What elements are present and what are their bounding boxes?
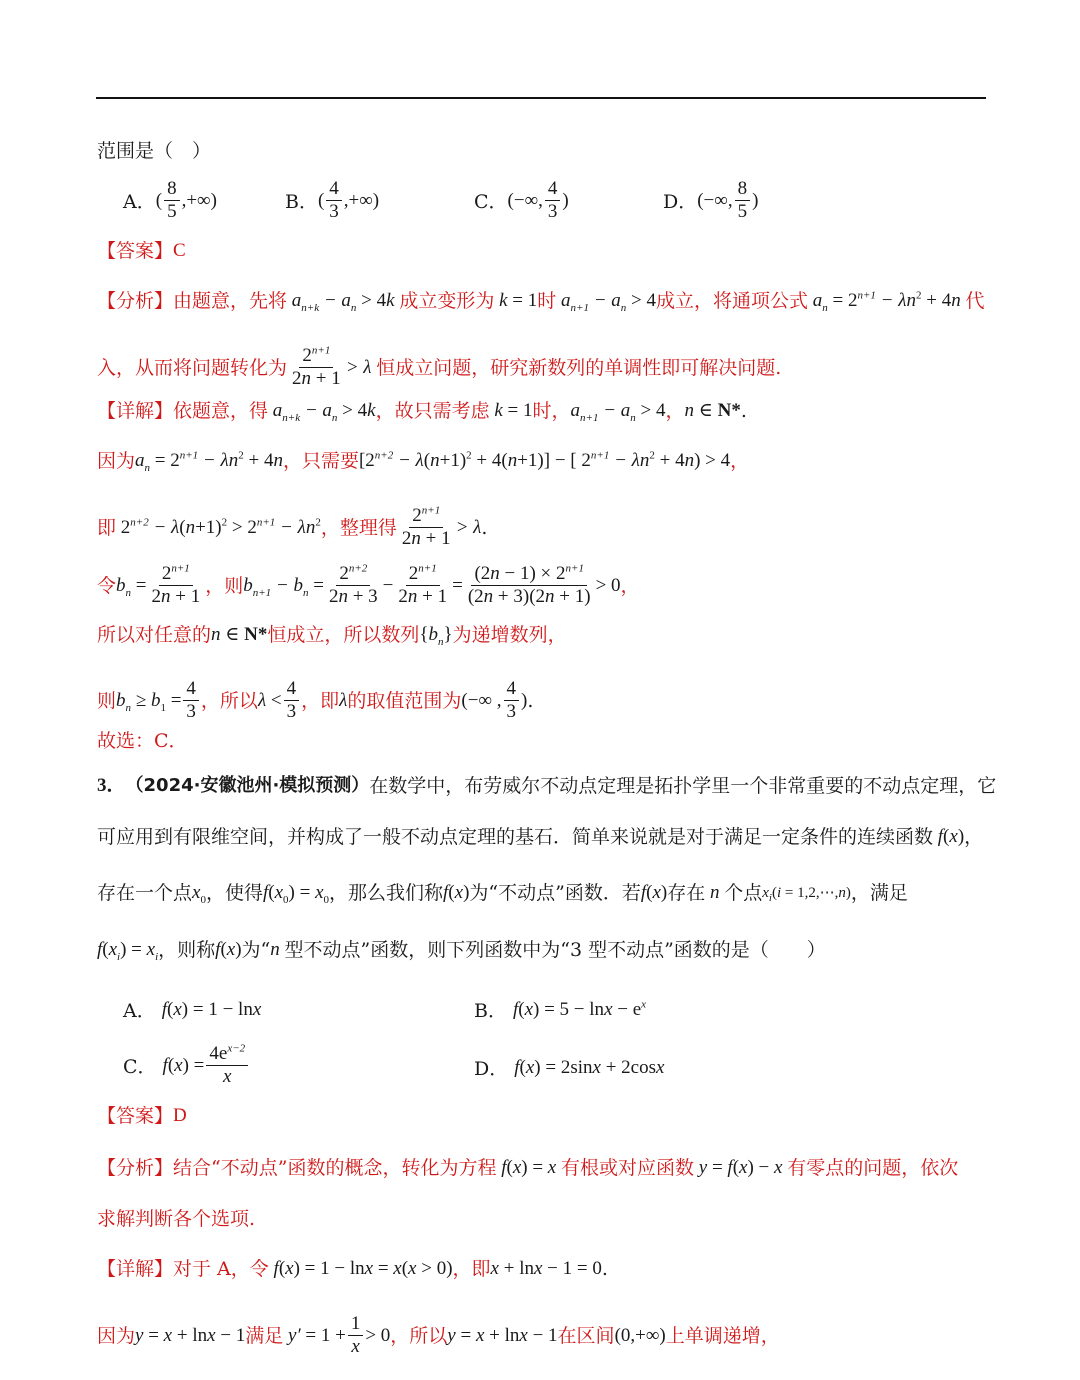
option-b: B． ( $\frac{4}{3}$ ,+∞) [285, 178, 380, 222]
q3-detail-line-1: 【详解】 对于 A，令 f(x) = 1 − lnx = x(x > 0) ，即 x + lnx − 1 = 0 . [97, 1258, 608, 1280]
stem-text: 范围是（ ） [97, 140, 212, 162]
q3-analysis-line-1: 【分析】 结合“不动点”函数的概念，转化为方程 f(x) = x 有根或对应函数 y = f(x) − x 有零点的问题，依次 [97, 1157, 959, 1179]
q3-option-d: D． f(x) = 2sinx + 2cosx [474, 1056, 665, 1080]
detail-line-3: 即 $2^{n+2} - \lambda(n+1)^2 > 2^{n+1} - \lambda n^2$ ，整理得 $\frac{2^{n+1}}{2n + 1}$ > λ . [97, 504, 488, 549]
answer-tag: 【答案】 [97, 240, 174, 262]
option-c: C． (−∞, $\frac{4}{3}$ ) [474, 178, 569, 222]
question-stem-tail [97, 138, 987, 164]
q3-option-b: B． $f(x) = 5 - \ln x - e^x$ [474, 998, 647, 1022]
option-d: D． (−∞, $\frac{8}{5}$ ) [663, 178, 759, 222]
q3-source: （2024·安徽池州·模拟预测） [125, 775, 370, 796]
detail-line-2: 因为 $a_n = 2^{n+1} - \lambda n^2 + 4n$ ，只需要 $[2^{n+2} - \lambda(n+1)^2 + 4(n+1)]$ − [ $2^{n+1} - \lambda n^2 + 4n) > 4$ ， [97, 449, 750, 474]
answer-value: C [173, 240, 186, 261]
q3-stem-line-1: 3． （2024·安徽池州·模拟预测） 在数学中，布劳威尔不动点定理是拓扑学里一个非常重要的不动点定理，它 [97, 775, 997, 797]
option-a: A． ( $\frac{8}{5}$ ,+∞) [123, 178, 217, 222]
q3-answer-value: D [173, 1105, 187, 1126]
detail-line-4: 令 $b_n$ = $\frac{2^{n+1}}{2n + 1}$ ，则 $b_{n+1} - b_n$ = $\frac{2^{n+2}}{2n + 3}$ − $\frac{2^{n+1}}{2n + 1}$ = $\frac{(2n - 1) \times 2^{n+1}}{(2n + 3)(2n + 1)}$ > 0 ， [97, 562, 640, 607]
detail-line-5: 所以对任意的 n ∈ N* 恒成立，所以数列 $\{b_n\}$ 为递增数列， [97, 624, 567, 648]
answer-line [97, 238, 987, 264]
analysis-line-2: 入，从而将问题转化为 $\frac{2^{n+1}}{2n + 1}$ > λ 恒成立问题，研究新数列的单调性即可解决问题. [97, 344, 782, 389]
header-rule [96, 97, 986, 99]
q3-answer-line: 【答案】 D [97, 1105, 187, 1127]
q3-option-c: C． f(x) = $\frac{4e^{x-2}}{x}$ [123, 1043, 250, 1088]
q3-option-a: A． f(x) = 1 − lnx [123, 998, 262, 1022]
q3-stem-line-2: 可应用到有限维空间，并构成了一般不动点定理的基石．简单来说就是对于满足一定条件的连续函数 f(x) ， [97, 826, 984, 848]
q3-stem-line-3: 存在一个点 $x_0$ ，使得 $f(x_0) = x_0$ ，那么我们称 f(x) 为“不动点”函数．若 f(x) 存在 n 个点 $x_i(i$ = 1,2,⋯,n) ，满足 [97, 882, 908, 906]
analysis-line-1: 【分析】 由题意，先将 $a_{n+k} - a_n > 4k$ 成立变形为 k = 1 时 $a_{n+1} - a_n > 4$ 成立，将通项公式 $a_n = 2^{n+1} - \lambda n^2 + 4n$ 代 [97, 289, 985, 314]
choose-line: 故选：C． [97, 730, 188, 752]
q3-number: 3． [97, 775, 126, 796]
q3-stem-line-4: $f(x_i) = x_i$ ，则称 f(x) 为“ n 型不动点”函数，则下列函数中为“3 型不动点”函数的是（ ） [97, 939, 826, 963]
q3-detail-line-2: 因为 y = x + lnx − 1 满足 y′ = 1 + $\frac{1}{x}$ > 0 ，所以 y = x + lnx − 1 在区间 (0,+∞) 上单调递增， [97, 1313, 780, 1357]
detail-line-6: 则 $b_n \ge b_1$ = $\frac{4}{3}$ ，所以 λ < $\frac{4}{3}$ ，即 λ 的取值范围为 (−∞ , $\frac{4}{3}$ ) . [97, 678, 534, 722]
detail-line-1: 【详解】 依题意，得 $a_{n+k} - a_n > 4k$ ，故只需考虑 k = 1 时， $a_{n+1} - a_n > 4$ ， n ∈ N* . [97, 400, 747, 424]
q3-analysis-line-2: 求解判断各个选项. [97, 1208, 256, 1230]
